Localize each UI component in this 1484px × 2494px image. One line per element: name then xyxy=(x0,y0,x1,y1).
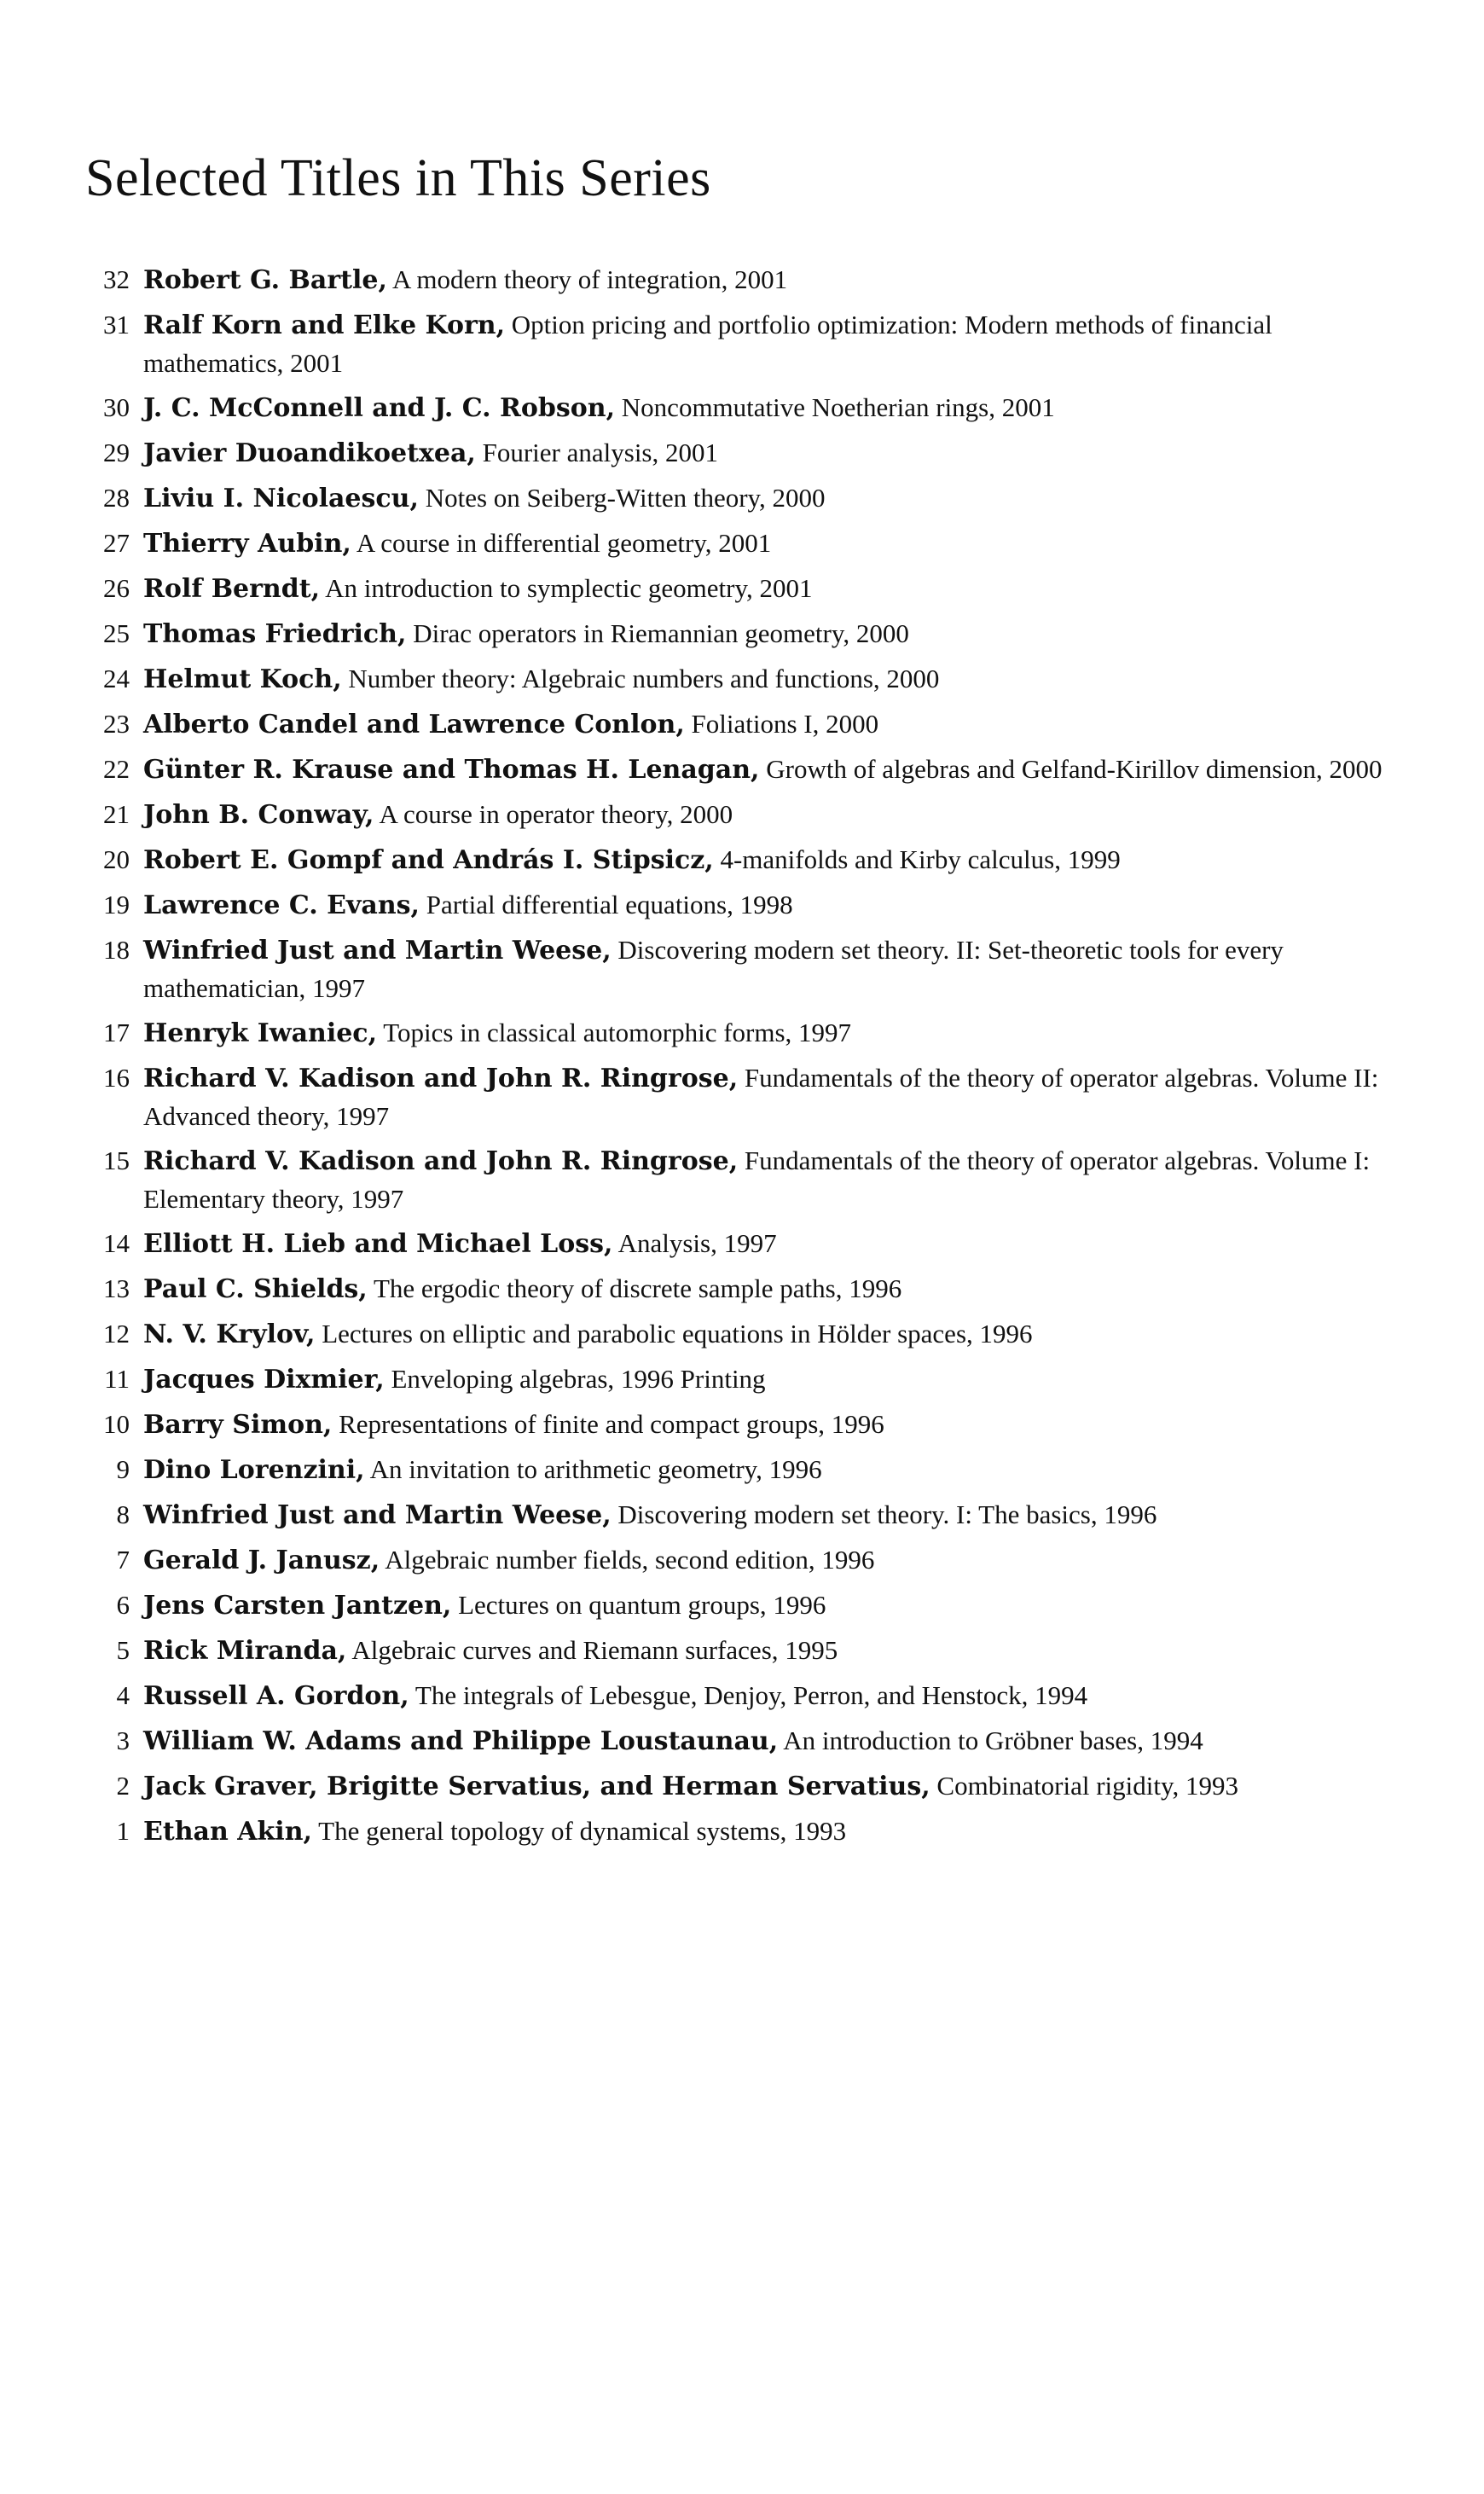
entry-authors: Thomas Friedrich, xyxy=(143,619,407,649)
entry-title: A modern theory of integration, 2001 xyxy=(391,264,788,294)
entry-authors: Rolf Berndt, xyxy=(143,574,321,604)
entry-title: Notes on Seiberg-Witten theory, 2000 xyxy=(425,483,826,513)
entry-authors: Robert G. Bartle, xyxy=(143,265,387,295)
entry-body xyxy=(142,841,1416,879)
entry-authors: Henryk Iwaniec, xyxy=(143,1018,378,1048)
series-entry xyxy=(85,751,1416,789)
entry-title: Lectures on quantum groups, 1996 xyxy=(458,1590,826,1620)
entry-number: 15 xyxy=(103,1146,130,1175)
entry-authors: Javier Duoandikoetxea, xyxy=(143,438,476,468)
entry-body xyxy=(142,1406,1416,1444)
entry-title: Partial differential equations, 1998 xyxy=(426,890,793,919)
series-entry xyxy=(85,1632,1416,1670)
entry-body xyxy=(142,886,1416,925)
entry-title: An introduction to symplectic geometry, 2001 xyxy=(325,573,813,603)
entry-body xyxy=(142,751,1416,789)
entry-number: 6 xyxy=(116,1590,130,1620)
entry-number: 13 xyxy=(103,1273,130,1303)
entry-number: 1 xyxy=(116,1816,130,1846)
entry-number: 11 xyxy=(104,1364,130,1394)
entry-number: 27 xyxy=(103,528,130,558)
entry-authors: Liviu I. Nicolaescu, xyxy=(143,484,419,513)
entry-authors: Richard V. Kadison and John R. Ringrose, xyxy=(143,1146,739,1176)
entry-title: The general topology of dynamical systems, 1993 xyxy=(318,1816,847,1846)
entry-number: 5 xyxy=(116,1635,130,1665)
entry-authors: Alberto Candel and Lawrence Conlon, xyxy=(143,710,685,740)
series-title-list xyxy=(85,261,1416,1851)
series-entry xyxy=(85,1059,1416,1135)
entry-number: 25 xyxy=(103,618,130,648)
series-entry xyxy=(85,886,1416,925)
entry-body xyxy=(142,1677,1416,1715)
series-page xyxy=(85,149,1416,1858)
entry-number: 19 xyxy=(103,890,130,919)
series-entry xyxy=(85,434,1416,473)
entry-number: 14 xyxy=(103,1228,130,1258)
entry-authors: Günter R. Krause and Thomas H. Lenagan, xyxy=(143,755,760,785)
entry-number: 29 xyxy=(103,438,130,467)
entry-number: 4 xyxy=(116,1680,130,1710)
entry-body xyxy=(142,525,1416,563)
entry-number: 3 xyxy=(116,1726,130,1755)
entry-authors: Winfried Just and Martin Weese, xyxy=(143,1500,612,1530)
series-entry xyxy=(85,261,1416,299)
entry-number: 16 xyxy=(103,1063,130,1093)
entry-authors: Richard V. Kadison and John R. Ringrose, xyxy=(143,1064,739,1093)
entry-body xyxy=(142,1812,1416,1851)
entry-title: The integrals of Lebesgue, Denjoy, Perron, and Henstock, 1994 xyxy=(414,1680,1088,1710)
entry-authors: Russell A. Gordon, xyxy=(143,1681,409,1711)
series-entry xyxy=(85,1767,1416,1806)
entry-title: An invitation to arithmetic geometry, 1996 xyxy=(369,1454,822,1484)
entry-title: Representations of finite and compact groups, 1996 xyxy=(339,1409,884,1439)
series-entry xyxy=(85,615,1416,653)
entry-number: 23 xyxy=(103,709,130,739)
entry-number: 32 xyxy=(103,264,130,294)
series-entry xyxy=(85,479,1416,518)
entry-number: 20 xyxy=(103,844,130,874)
entry-body xyxy=(142,1586,1416,1625)
entry-title: Option pricing and portfolio optimization: Modern methods of financial mathematics, 2001 xyxy=(143,310,1272,378)
series-entry xyxy=(85,306,1416,382)
entry-authors: Paul C. Shields, xyxy=(143,1274,368,1304)
series-entry xyxy=(85,1225,1416,1263)
entry-authors: Winfried Just and Martin Weese, xyxy=(143,936,612,966)
series-entry xyxy=(85,570,1416,608)
entry-authors: Gerald J. Janusz, xyxy=(143,1546,380,1575)
series-entry xyxy=(85,796,1416,834)
entry-body xyxy=(142,931,1416,1007)
entry-authors: Ethan Akin, xyxy=(143,1817,312,1847)
entry-number: 21 xyxy=(103,799,130,829)
entry-title: Fundamentals of the theory of operator algebras. Volume II: Advanced theory, 1997 xyxy=(143,1063,1379,1131)
entry-body xyxy=(142,1014,1416,1053)
entry-title: Algebraic curves and Riemann surfaces, 1995 xyxy=(351,1635,838,1665)
entry-body xyxy=(142,1059,1416,1135)
entry-authors: Barry Simon, xyxy=(143,1410,333,1440)
entry-body xyxy=(142,1541,1416,1580)
entry-title: 4-manifolds and Kirby calculus, 1999 xyxy=(720,844,1121,874)
series-entry xyxy=(85,1812,1416,1851)
entry-title: An introduction to Gröbner bases, 1994 xyxy=(783,1726,1203,1755)
entry-authors: Elliott H. Lieb and Michael Loss, xyxy=(143,1229,613,1259)
entry-authors: Lawrence C. Evans, xyxy=(143,890,420,920)
series-entry xyxy=(85,1677,1416,1715)
series-entry xyxy=(85,931,1416,1007)
entry-number: 2 xyxy=(116,1771,130,1801)
entry-body xyxy=(142,570,1416,608)
entry-body xyxy=(142,261,1416,299)
entry-number: 18 xyxy=(103,935,130,965)
entry-title: Noncommutative Noetherian rings, 2001 xyxy=(621,392,1055,422)
entry-title: A course in differential geometry, 2001 xyxy=(356,528,772,558)
series-entry xyxy=(85,1496,1416,1534)
entry-number: 8 xyxy=(116,1499,130,1529)
entry-body xyxy=(142,796,1416,834)
entry-body xyxy=(142,1632,1416,1670)
entry-body xyxy=(142,1767,1416,1806)
entry-body xyxy=(142,1496,1416,1534)
entry-body xyxy=(142,1722,1416,1760)
entry-body xyxy=(142,306,1416,382)
entry-authors: Jens Carsten Jantzen, xyxy=(143,1591,452,1621)
entry-title: Enveloping algebras, 1996 Printing xyxy=(391,1364,766,1394)
entry-body xyxy=(142,1225,1416,1263)
series-entry xyxy=(85,389,1416,427)
entry-number: 10 xyxy=(103,1409,130,1439)
entry-title: The ergodic theory of discrete sample paths, 1996 xyxy=(373,1273,902,1303)
page-title: Selected Titles in This Series xyxy=(85,149,711,207)
entry-number: 7 xyxy=(116,1545,130,1575)
entry-title: Discovering modern set theory. I: The basics, 1996 xyxy=(617,1499,1157,1529)
entry-number: 9 xyxy=(116,1454,130,1484)
entry-body xyxy=(142,479,1416,518)
entry-title: Topics in classical automorphic forms, 1997 xyxy=(383,1018,852,1047)
series-entry xyxy=(85,841,1416,879)
series-entry xyxy=(85,1315,1416,1354)
entry-authors: Thierry Aubin, xyxy=(143,529,351,559)
entry-number: 28 xyxy=(103,483,130,513)
series-entry xyxy=(85,705,1416,744)
entry-number: 30 xyxy=(103,392,130,422)
series-entry xyxy=(85,1360,1416,1399)
series-entry xyxy=(85,525,1416,563)
entry-authors: Robert E. Gompf and András I. Stipsicz, xyxy=(143,845,714,875)
entry-title: Algebraic number fields, second edition, 1996 xyxy=(385,1545,875,1575)
entry-body xyxy=(142,1142,1416,1218)
entry-body xyxy=(142,1451,1416,1489)
entry-title: Discovering modern set theory. II: Set-theoretic tools for every mathematician, 1997 xyxy=(143,935,1284,1003)
entry-number: 26 xyxy=(103,573,130,603)
entry-title: Lectures on elliptic and parabolic equations in Hölder spaces, 1996 xyxy=(322,1319,1033,1348)
entry-number: 22 xyxy=(103,754,130,784)
entry-authors: John B. Conway, xyxy=(143,800,374,830)
series-entry xyxy=(85,1541,1416,1580)
entry-body xyxy=(142,1270,1416,1308)
entry-body xyxy=(142,434,1416,473)
series-entry xyxy=(85,1014,1416,1053)
entry-title: Number theory: Algebraic numbers and functions, 2000 xyxy=(348,664,940,693)
entry-body xyxy=(142,705,1416,744)
entry-title: Fourier analysis, 2001 xyxy=(482,438,718,467)
entry-authors: N. V. Krylov, xyxy=(143,1320,316,1349)
series-entry xyxy=(85,1722,1416,1760)
entry-authors: Helmut Koch, xyxy=(143,664,342,694)
series-entry xyxy=(85,1142,1416,1218)
entry-title: Foliations I, 2000 xyxy=(691,709,879,739)
entry-title: Fundamentals of the theory of operator algebras. Volume I: Elementary theory, 1997 xyxy=(143,1146,1371,1214)
entry-number: 31 xyxy=(103,310,130,339)
entry-body xyxy=(142,389,1416,427)
entry-title: Growth of algebras and Gelfand-Kirillov dimension, 2000 xyxy=(766,754,1383,784)
entry-number: 12 xyxy=(103,1319,130,1348)
entry-title: Dirac operators in Riemannian geometry, 2000 xyxy=(413,618,909,648)
entry-authors: Jacques Dixmier, xyxy=(143,1365,385,1395)
entry-number: 17 xyxy=(103,1018,130,1047)
entry-body xyxy=(142,1315,1416,1354)
entry-title: Analysis, 1997 xyxy=(617,1228,777,1258)
entry-body xyxy=(142,1360,1416,1399)
entry-authors: Rick Miranda, xyxy=(143,1636,347,1666)
entry-authors: Jack Graver, Brigitte Servatius, and Herman Servatius, xyxy=(143,1772,930,1801)
series-entry xyxy=(85,1406,1416,1444)
series-entry xyxy=(85,1451,1416,1489)
entry-authors: Ralf Korn and Elke Korn, xyxy=(143,310,506,340)
entry-number: 24 xyxy=(103,664,130,693)
entry-body xyxy=(142,660,1416,699)
entry-title: A course in operator theory, 2000 xyxy=(379,799,733,829)
series-entry xyxy=(85,1586,1416,1625)
entry-authors: J. C. McConnell and J. C. Robson, xyxy=(143,393,616,423)
series-entry xyxy=(85,660,1416,699)
entry-authors: Dino Lorenzini, xyxy=(143,1455,365,1485)
entry-title: Combinatorial rigidity, 1993 xyxy=(936,1771,1238,1801)
entry-body xyxy=(142,615,1416,653)
entry-authors: William W. Adams and Philippe Loustaunau, xyxy=(143,1726,779,1756)
series-entry xyxy=(85,1270,1416,1308)
